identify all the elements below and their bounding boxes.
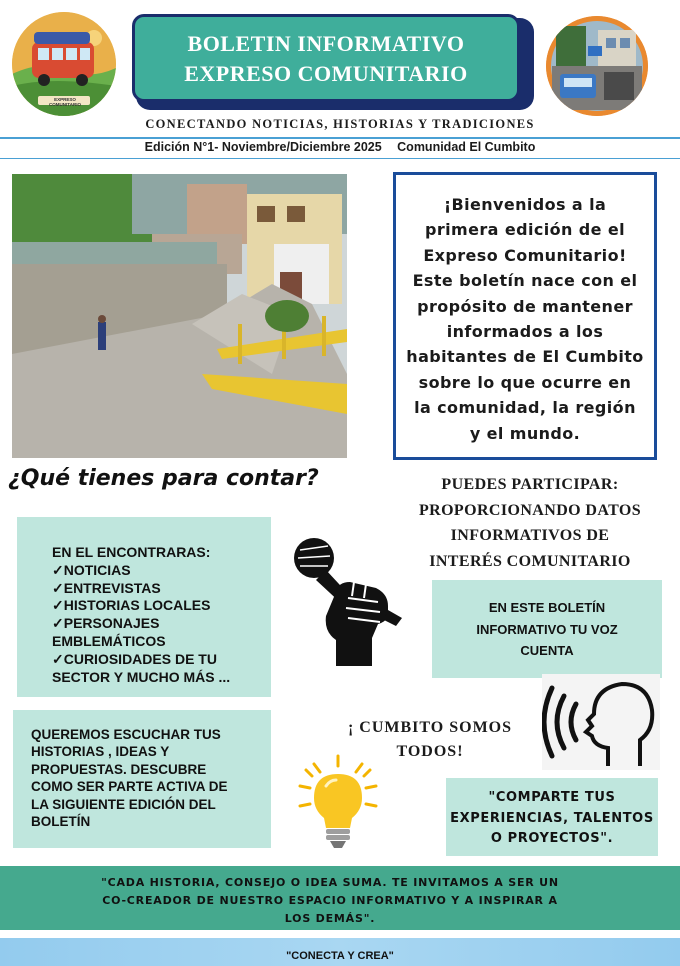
participate-line: PROPORCIONANDO DATOS [418,501,642,519]
welcome-line: habitantes de El Cumbito [406,347,644,367]
participate-line: PUEDES PARTICIPAR: [441,476,619,493]
stories-text [31,726,263,830]
question-heading: ¿Qué tienes para contar? [8,466,319,491]
welcome-line: informados a los [446,322,604,342]
lightbulb-icon [292,752,384,852]
contents-line: ✓NOTICIAS [52,561,131,578]
share-line: EXPERIENCIAS, TALENTOS [450,810,654,826]
welcome-line: propósito de mantener [417,296,633,316]
stories-line: QUEREMOS ESCUCHAR TUS [31,727,221,742]
logo-caption: EXPRESO COMUNITARIO [49,97,81,107]
edition-line [0,140,680,154]
footer-line: CO-CREADOR DE NUESTRO ESPACIO INFORMATIVO Y A INSPIRAR A [102,894,558,907]
header-rule-top [0,137,680,139]
community-name: Comunidad El Cumbito [397,140,536,154]
header-rule-bottom [0,158,680,159]
welcome-line: primera edición de el [425,220,625,240]
contents-line: EMBLEMÁTICOS [52,632,166,649]
microphone-fist-icon [292,536,406,666]
your-voice-text [442,597,652,662]
share-text [446,788,658,850]
your-voice-line: CUENTA [520,643,574,658]
contents-line: ✓HISTORIAS LOCALES [52,597,211,614]
participate-line: INTERÉS COMUNITARIO [429,552,631,570]
stories-line: LA SIGUIENTE EDICIÓN DEL [31,796,216,812]
share-line: "COMPARTE TUS [488,790,616,805]
welcome-line: sobre lo que ocurre en [418,372,632,392]
participate-line: INFORMATIVOS DE [450,527,610,544]
cumbito-line: TODOS! [396,743,464,760]
welcome-line: y el mundo. [469,423,581,443]
share-line: O PROYECTOS". [490,831,614,846]
welcome-line: Expreso Comunitario! [423,245,627,265]
your-voice-line: EN ESTE BOLETÍN [488,600,606,615]
contents-line: ✓CURIOSIDADES DE TU [52,650,217,667]
bus-logo [12,12,116,116]
speaking-head-icon [542,674,660,770]
welcome-line: la comunidad, la región [414,398,636,418]
welcome-line: ¡Bienvenidos a la [443,195,607,214]
footer-slogan: "CONECTA Y CREA" [286,950,394,962]
footer-line: LOS DEMÁS". [284,912,376,925]
stories-line: COMO SER PARTE ACTIVA DE [31,779,228,795]
cumbito-line: ¡ CUMBITO SOMOS [347,719,513,736]
participate-text [390,472,670,574]
contents-line: EN EL ENCONTRARAS: [52,544,211,560]
title-line-2: EXPRESO COMUNITARIO [184,61,468,86]
title-line-1: BOLETIN INFORMATIVO [187,31,465,56]
tagline: CONECTANDO NOTICIAS, HISTORIAS Y TRADICIONES [145,117,535,131]
footer-message [90,874,570,928]
community-photo-logo [546,16,648,116]
contents-list [52,544,267,686]
contents-line: ✓PERSONAJES [52,615,160,632]
newsletter-title [132,14,520,102]
welcome-text [400,192,650,446]
stories-line: PROPUESTAS. DESCUBRE [31,761,207,777]
stories-line: HISTORIAS , IDEAS Y [31,744,170,760]
street-photo [12,174,347,458]
footer-line: "CADA HISTORIA, CONSEJO O IDEA SUMA. TE INVITAMOS A SER UN [101,876,559,889]
your-voice-line: INFORMATIVO TU VOZ [476,621,618,637]
contents-line: SECTOR Y MUCHO MÁS ... [52,668,231,685]
stories-line: BOLETÍN [31,814,91,830]
edition-number: Edición N°1- Noviembre/Diciembre 2025 [144,140,382,154]
contents-line: ✓ENTREVISTAS [52,579,161,596]
welcome-line: Este boletín nace con el [412,271,638,291]
